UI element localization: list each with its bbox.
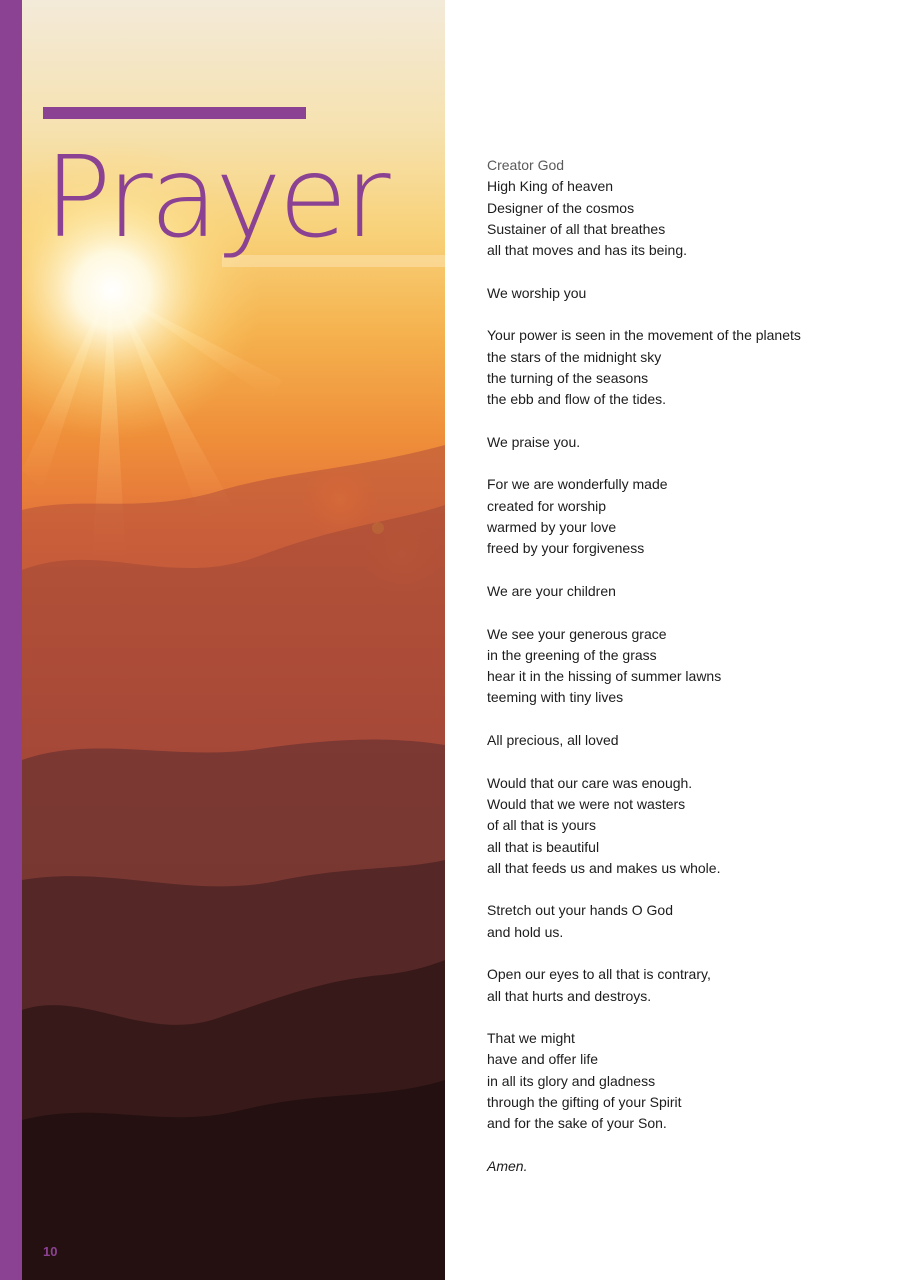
poem-line: Would that we were not wasters xyxy=(487,795,686,812)
page-title: Prayer xyxy=(44,133,388,263)
poem-line: teeming with tiny lives xyxy=(487,689,624,706)
poem-line: and for the sake of your Son. xyxy=(487,1115,667,1132)
poem-line: have and offer life xyxy=(487,1051,599,1068)
poem-line: High King of heaven xyxy=(487,178,614,195)
poem-line: the turning of the seasons xyxy=(487,369,649,386)
poem-line: all that moves and has its being. xyxy=(487,242,688,259)
stanza-gap xyxy=(487,602,887,623)
stanza-gap xyxy=(487,304,887,325)
poem-line: warmed by your love xyxy=(487,519,617,536)
poem-line: Designer of the cosmos xyxy=(487,199,635,216)
poem-line: in all its glory and gladness xyxy=(487,1072,656,1089)
poem-line: Open our eyes to all that is contrary, xyxy=(487,966,711,983)
stanza-gap xyxy=(487,943,887,964)
poem-line: all that hurts and destroys. xyxy=(487,987,652,1004)
stanza-gap xyxy=(487,453,887,474)
poem-line: All precious, all loved xyxy=(487,732,619,749)
poem-line: in the greening of the grass xyxy=(487,646,657,663)
poem-line: freed by your forgiveness xyxy=(487,540,645,557)
stanza-gap xyxy=(487,751,887,772)
poem-line: Stretch out your hands O God xyxy=(487,902,673,919)
poem-line: That we might xyxy=(487,1030,575,1047)
stanza-gap xyxy=(487,261,887,282)
poem-line: all that feeds us and makes us whole. xyxy=(487,859,721,876)
poem-line: Amen. xyxy=(487,1157,528,1174)
poem-line: Sustainer of all that breathes xyxy=(487,220,666,237)
stanza-gap xyxy=(487,1135,887,1156)
stanza-gap xyxy=(487,411,887,432)
poem-line: the stars of the midnight sky xyxy=(487,348,662,365)
poem-line: all that is beautiful xyxy=(487,838,600,855)
stanza-gap xyxy=(487,1007,887,1028)
poem-line: and hold us. xyxy=(487,923,564,940)
stanza-gap xyxy=(487,709,887,730)
stanza-gap xyxy=(487,560,887,581)
poem-line: We worship you xyxy=(487,284,587,301)
prayer-text xyxy=(487,155,887,1177)
title-accent-bar xyxy=(43,107,306,119)
poem-line: For we are wonderfully made xyxy=(487,476,668,493)
page-number: 10 xyxy=(43,1244,58,1259)
stanza-gap xyxy=(487,879,887,900)
poem-line: through the gifting of your Spirit xyxy=(487,1094,682,1111)
poem-line: the ebb and flow of the tides. xyxy=(487,391,667,408)
poem-line: We praise you. xyxy=(487,433,581,450)
poem-line: Would that our care was enough. xyxy=(487,774,693,791)
poem-line: We see your generous grace xyxy=(487,625,667,642)
poem-line: hear it in the hissing of summer lawns xyxy=(487,668,722,685)
poem-line: of all that is yours xyxy=(487,817,596,834)
left-accent-strip xyxy=(0,0,22,1280)
poem-line: We are your children xyxy=(487,582,616,599)
poem-line: Creator God xyxy=(487,157,565,173)
poem-line: created for worship xyxy=(487,497,607,514)
poem-line: Your power is seen in the movement of the planets xyxy=(487,327,801,344)
